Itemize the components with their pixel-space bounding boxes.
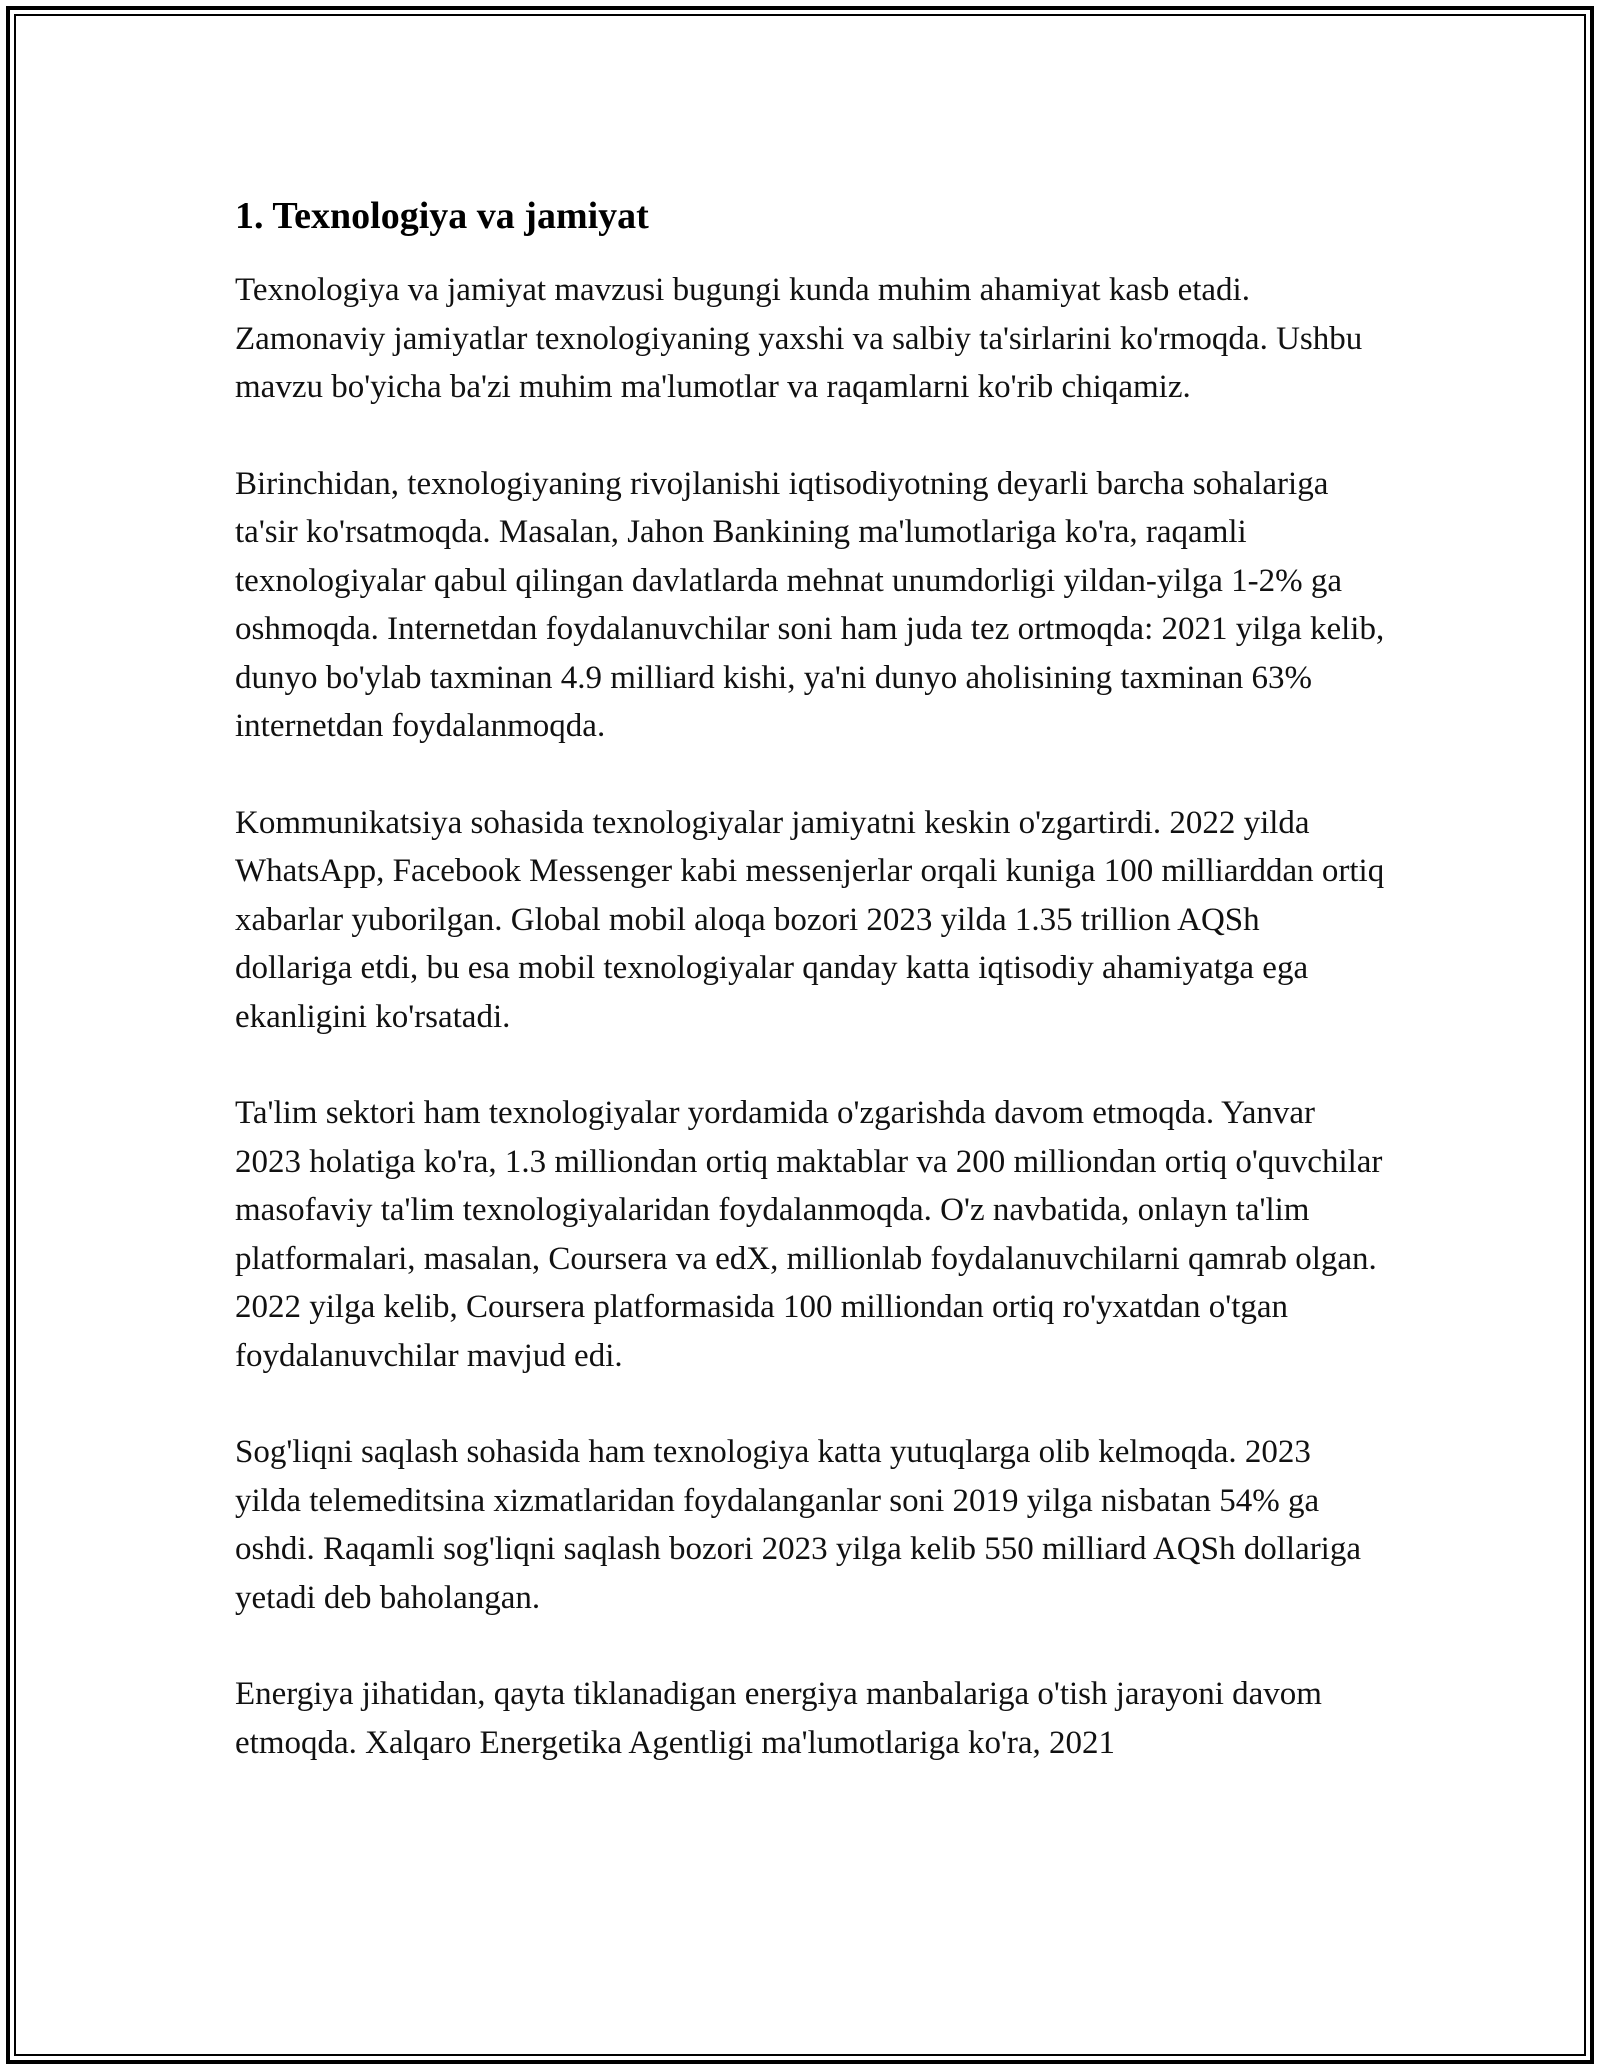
document-body [235, 188, 1385, 1815]
paragraph-intro: Texnologiya va jamiyat mavzusi bugungi kunda muhim ahamiyat kasb etadi. Zamonaviy jamiyatlar texnologiyaning yaxshi va salbiy ta'sirlarini ko'rmoqda. Ushbu mavzu bo'yicha ba'zi muhim ma'lumotlar va raqamlarni ko'rib chiqamiz. [235, 272, 1363, 405]
paragraph-energy: Energiya jihatidan, qayta tiklanadigan energiya manbalariga o'tish jarayoni davom etmoqda. Xalqaro Energetika Agentligi ma'lumotlariga ko'ra, 2021 [235, 1676, 1322, 1761]
paragraph-healthcare: Sog'liqni saqlash sohasida ham texnologiya katta yutuqlarga olib kelmoqda. 2023 yilda telemeditsina xizmatlaridan foydalanganlar soni 2019 yilga nisbatan 54% ga oshdi. Raqamli sog'liqni saqlash bozori 2023 yilga kelib 550 milliard AQSh dollariga yetadi deb baholangan. [235, 1434, 1361, 1616]
section-title: 1. Texnologiya va jamiyat [235, 195, 649, 237]
paragraph-education: Ta'lim sektori ham texnologiyalar yordamida o'zgarishda davom etmoqda. Yanvar 2023 holatiga ko'ra, 1.3 milliondan ortiq maktablar va 200 milliondan ortiq o'quvchilar masofaviy ta'lim texnologiyalaridan foydalanmoqda. O'z navbatida, onlayn ta'lim platformalari, masalan, Coursera va edX, millionlab foydalanuvchilarni qamrab olgan. 2022 yilga kelib, Coursera platformasida 100 milliondan ortiq ro'yxatdan o'tgan foydalanuvchilar mavjud edi. [235, 1095, 1383, 1374]
paragraph-economy: Birinchidan, texnologiyaning rivojlanishi iqtisodiyotning deyarli barcha sohalariga ta'sir ko'rsatmoqda. Masalan, Jahon Bankining ma'lumotlariga ko'ra, raqamli texnologiyalar qabul qilingan davlatlarda mehnat unumdorligi yildan-yilga 1-2% ga oshmoqda. Internetdan foydalanuvchilar soni ham juda tez ortmoqda: 2021 yilga kelib, dunyo bo'ylab taxminan 4.9 milliard kishi, ya'ni dunyo aholisining taxminan 63% internetdan foydalanmoqda. [235, 465, 1385, 744]
paragraph-communication: Kommunikatsiya sohasida texnologiyalar jamiyatni keskin o'zgartirdi. 2022 yilda WhatsApp, Facebook Messenger kabi messenjerlar orqali kuniga 100 milliarddan ortiq xabarlar yuborilgan. Global mobil aloqa bozori 2023 yilda 1.35 trillion AQSh dollariga etdi, bu esa mobil texnologiyalar qanday katta iqtisodiy ahamiyatga ega ekanligini ko'rsatadi. [235, 804, 1385, 1035]
